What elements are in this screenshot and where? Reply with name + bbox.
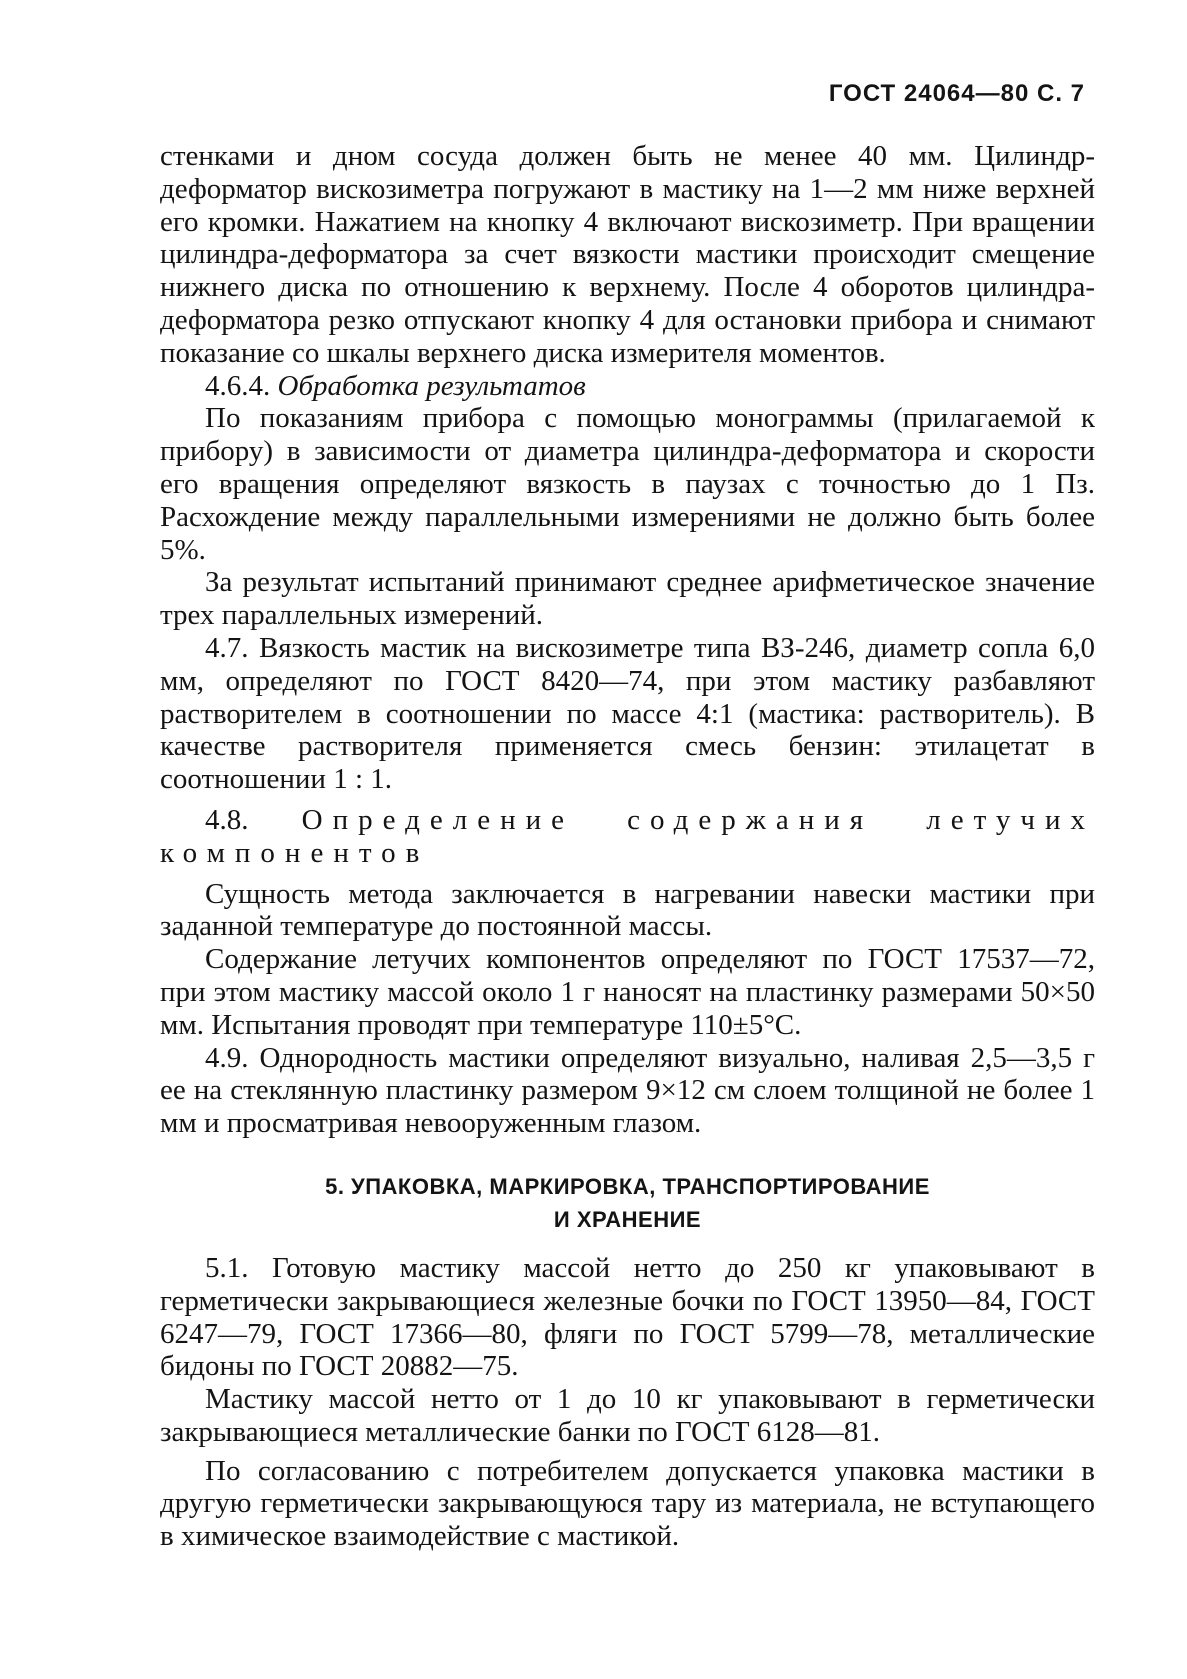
subsection-heading-4-6-4 (160, 370, 1095, 403)
subsection-number: 4.6.4. (205, 369, 271, 402)
paragraph-results-processing: По показаниям прибора с помощью монограммы (прилагаемой к прибору) в зависимости от диаметра цилиндра-деформатора и скорости его вращения определяют вязкость в паузах с точностью до 1 Пз. Расхождение между параллельными измерениями не должно быть более 5%. (160, 402, 1095, 566)
document-body (160, 140, 1095, 1553)
paragraph-method-essence: Сущность метода заключается в нагревании навески мастики при заданной температуре до постоянной массы. (160, 877, 1095, 943)
paragraph-alternative-packaging: По согласованию с потребителем допускается упаковка мастики в другую герметически закрывающуюся тару из материала, не вступающего в химическое взаимодействие с мастикой. (160, 1454, 1095, 1553)
subsection-heading-4-8 (160, 804, 1095, 870)
section-title-line-1: 5. УПАКОВКА, МАРКИРОВКА, ТРАНСПОРТИРОВАНИЕ (325, 1173, 930, 1199)
paragraph-5-1: 5.1. Готовую мастику массой нетто до 250 кг упаковывают в герметически закрывающиеся железные бочки по ГОСТ 13950—84, ГОСТ 6247—79, ГОСТ 17366—80, фляги по ГОСТ 5799—78, металлические бидоны по ГОСТ 20882—75. (160, 1251, 1095, 1383)
page-header: ГОСТ 24064—80 С. 7 (828, 80, 1085, 107)
paragraph-4-7: 4.7. Вязкость мастик на вискозиметре типа ВЗ-246, диаметр сопла 6,0 мм, определяют по ГОСТ 8420—74, при этом мастику разбавляют растворителем в соотношении по массе 4:1 (мастика: растворитель). В качестве растворителя применяется смесь бензин: этилацетат в соотношении 1 : 1. (160, 631, 1095, 796)
subsection-title: Определение содержания летучих компонентов (160, 803, 1095, 869)
section-title-line-2: И ХРАНЕНИЕ (553, 1206, 702, 1232)
subsection-title: Обработка результатов (277, 369, 586, 402)
subsection-number: 4.8. (205, 803, 249, 836)
paragraph-4-9: 4.9. Однородность мастики определяют визуально, наливая 2,5—3,5 г ее на стеклянную пластинку размером 9×12 см слоем толщиной не более 1 мм и просматривая невооруженным глазом. (160, 1041, 1095, 1140)
section-5-title (160, 1170, 1095, 1236)
paragraph-volatile-content: Содержание летучих компонентов определяют по ГОСТ 17537—72, при этом мастику массой около 1 г наносят на пластинку размерами 50×50 мм. Испытания проводят при температуре 110±5°С. (160, 943, 1095, 1041)
paragraph-small-packaging: Мастику массой нетто от 1 до 10 кг упаковывают в герметически закрывающиеся металлические банки по ГОСТ 6128—81. (160, 1383, 1095, 1448)
paragraph-test-result: За результат испытаний принимают среднее арифметическое значение трех параллельных измерений. (160, 566, 1095, 632)
paragraph-continuation: стенками и дном сосуда должен быть не менее 40 мм. Цилиндр-деформатор вискозиметра погружают в мастику на 1—2 мм ниже верхней его кромки. Нажатием на кнопку 4 включают вискозиметр. При вращении цилиндра-деформатора за счет вязкости мастики происходит смещение нижнего диска по отношению к верхнему. После 4 оборотов цилиндра-деформатора резко отпускают кнопку 4 для остановки прибора и снимают показание со шкалы верхнего диска измерителя моментов. (160, 140, 1095, 369)
